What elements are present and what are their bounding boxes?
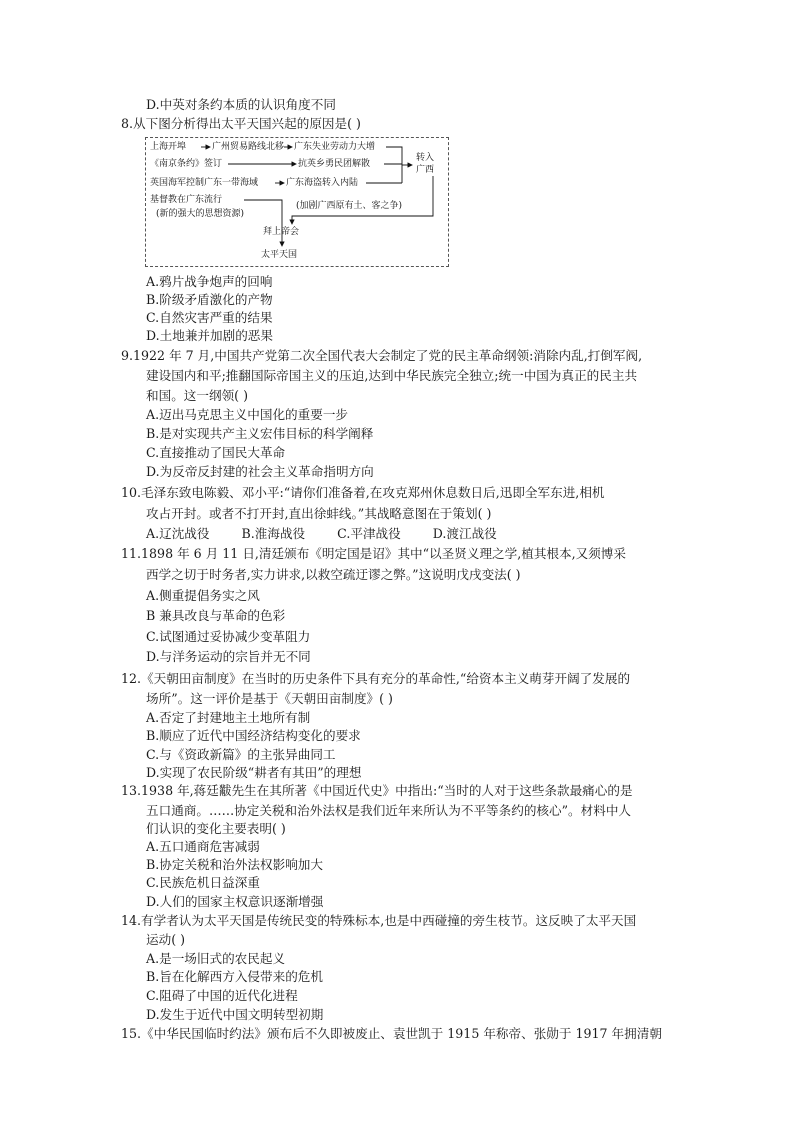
diagram-node: 基督教在广东流行 <box>150 195 223 205</box>
q9-option-a: A.迈出马克思主义中国化的重要一步 <box>146 407 349 422</box>
q8-option-d: D.土地兼并加剧的恶果 <box>146 328 273 343</box>
q12-option-b: B.顺应了近代中国经济结构变化的要求 <box>146 728 361 743</box>
diagram-node: 《南京条约》签订 <box>150 159 223 169</box>
diagram-node: 广西 <box>416 165 435 175</box>
q13-stem-line1: 13.1938 年,蒋廷黻先生在其所著《中国近代史》中指出:“当时的人对于这些条款最痛心的是 <box>121 783 633 798</box>
connector <box>386 147 402 183</box>
q8-option-c: C.自然灾害严重的结果 <box>146 310 273 325</box>
diagram-node: 转入 <box>416 153 435 163</box>
q11-stem-line1: 11.1898 年 6 月 11 日,清廷颁布《明定国是诏》其中“以圣贤义理之学,植其根本,又须博采 <box>121 546 626 561</box>
diagram-node: 抗英乡勇民团解散 <box>298 159 371 169</box>
q12-stem-line2: 场所”。这一评价是基于《天朝田亩制度》( ) <box>146 691 393 706</box>
diagram-node: 上海开埠 <box>150 142 187 152</box>
q12-option-a: A.否定了封建地主土地所有制 <box>146 710 311 725</box>
diagram-node: 太平天国 <box>261 250 298 260</box>
q12-option-c: C.与《资政新篇》的主张异曲同工 <box>146 747 336 762</box>
q11-option-a: A.侧重提倡务实之风 <box>146 588 260 603</box>
q7-option-d: D.中英对条约本质的认识角度不同 <box>146 97 336 112</box>
q14-stem-line2: 运动( ) <box>146 932 186 947</box>
q14-option-a: A.是一场旧式的农民起义 <box>146 951 286 966</box>
q14-option-d: D.发生于近代中国文明转型初期 <box>146 1007 324 1022</box>
q9-stem-line1: 9.1922 年 7 月,中国共产党第二次全国代表大会制定了党的民主革命纲领:消除内乱,打倒军阀, <box>121 348 643 363</box>
q14-stem-line1: 14.有学者认为太平天国是传统民变的特殊标本,也是中西碰撞的旁生枝节。这反映了太平天国 <box>121 913 637 928</box>
q13-option-a: A.五口通商危害减弱 <box>146 839 260 854</box>
q9-option-d: D.为反帝反封建的社会主义革命指明方向 <box>146 464 374 479</box>
q14-option-c: C.阻碍了中国的近代化进程 <box>146 988 298 1003</box>
q12-stem-line1: 12.《天朝田亩制度》在当时的历史条件下具有充分的革命性,“给资本主义萌芽开阔了发展的 <box>121 671 631 686</box>
q13-option-c: C.民族危机日益深重 <box>146 875 260 890</box>
q9-option-c: C.直接推动了国民大革命 <box>146 445 286 460</box>
q8-option-b: B.阶级矛盾激化的产物 <box>146 292 273 307</box>
q9-stem-line3: 和国。这一纲领( ) <box>146 388 248 403</box>
q11-option-c: C.试图通过妥协减少变革阻力 <box>146 629 311 644</box>
diagram-node: 英国海军控制广东一带海域 <box>150 178 259 188</box>
q11-stem-line2: 西学之切于时务者,实力讲求,以救空疏迂谬之弊。”这说明戊戌变法( ) <box>146 567 521 582</box>
q14-option-b: B.旨在化解西方入侵带来的危机 <box>146 969 323 984</box>
q8-stem: 8.从下图分析得出太平天国兴起的原因是( ) <box>121 116 361 131</box>
q10-stem-line1: 10.毛泽东致电陈毅、邓小平:“请你们准备着,在攻克郑州休息数日后,迅即全军东进,相机 <box>121 485 605 500</box>
diagram-node: 广州贸易路线北移 <box>212 142 285 152</box>
diagram-note: (新的强大的思想资源) <box>156 209 245 219</box>
q13-stem-line3: 们认识的变化主要表明( ) <box>146 821 286 836</box>
q8-option-a: A.鸦片战争炮声的回响 <box>146 274 273 289</box>
q15-stem-line1: 15.《中华民国临时约法》颁布后不久即被废止、袁世凯于 1915 年称帝、张勋于 1917 年拥清朝 <box>121 1026 662 1041</box>
diagram-node: 拜上帝会 <box>263 227 300 237</box>
q8-flow-diagram <box>145 137 449 267</box>
diagram-node: 广东失业劳动力大增 <box>294 142 376 152</box>
q9-option-b: B.是对实现共产主义宏伟目标的科学阐释 <box>146 426 374 441</box>
q11-option-b: B 兼具改良与革命的色彩 <box>146 608 286 623</box>
q10-options: A.辽沈战役 B.淮海战役 C.平津战役 D.渡江战役 <box>146 526 497 541</box>
diagram-node: 广东海盗转入内陆 <box>286 178 359 188</box>
q11-option-d: D.与洋务运动的宗旨并无不同 <box>146 649 311 664</box>
diagram-note: (加剧广西原有土、客之争) <box>296 201 403 211</box>
q9-stem-line2: 建设国内和平;推翻国际帝国主义的压迫,达到中华民族完全独立;统一中国为真正的民主共 <box>146 368 638 383</box>
q10-stem-line2: 攻占开封。或者不打开封,直出徐蚌线。”其战略意图在于策划( ) <box>146 506 492 521</box>
q13-stem-line2: 五口通商。……协定关税和治外法权是我们近年来所认为不平等条约的核心”。材料中人 <box>146 803 632 818</box>
q12-option-d: D.实现了农民阶级“耕者有其田”的理想 <box>146 765 362 780</box>
q13-option-b: B.协定关税和治外法权影响加大 <box>146 857 323 872</box>
q13-option-d: D.人们的国家主权意识逐渐增强 <box>146 894 324 909</box>
